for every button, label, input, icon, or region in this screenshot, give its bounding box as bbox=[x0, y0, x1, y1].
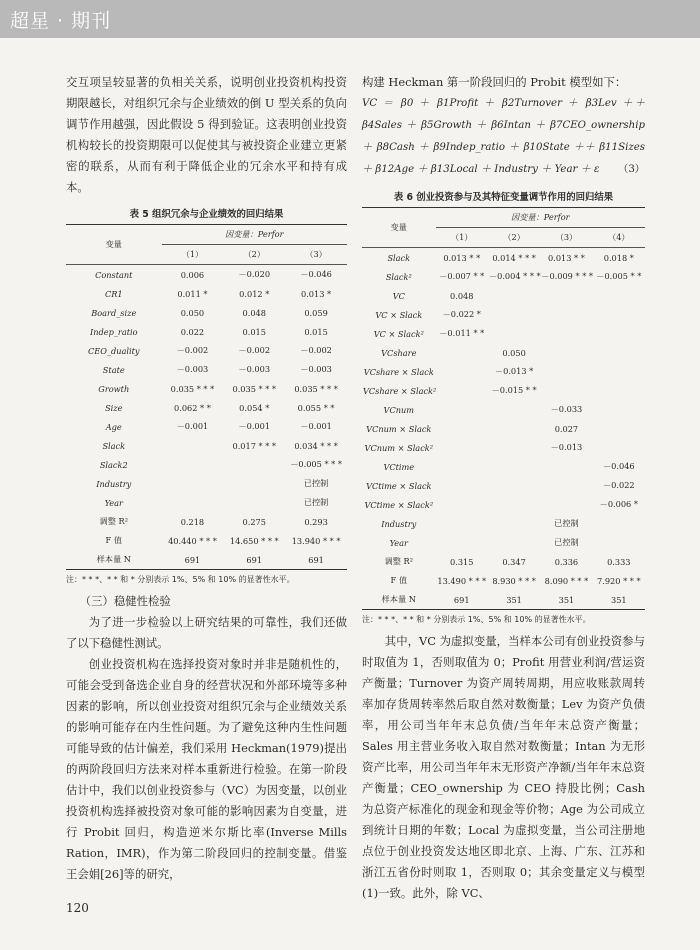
t5-cell: －0.001 bbox=[176, 421, 209, 431]
t6-cell: －0.005 * * bbox=[596, 271, 642, 281]
t5-row bbox=[66, 398, 347, 417]
t5-row bbox=[66, 322, 347, 341]
t5-row bbox=[66, 493, 347, 512]
t6-row-label: 样本量 N bbox=[362, 590, 436, 610]
t6-cell: 691 bbox=[436, 590, 488, 610]
t6-row-label: Year bbox=[389, 537, 408, 548]
t6-cell: 0.050 bbox=[502, 347, 526, 358]
t6-col-header: （3） bbox=[540, 228, 592, 248]
table5 bbox=[66, 224, 347, 570]
t6-row bbox=[362, 286, 645, 305]
t5-row-label: Industry bbox=[96, 478, 132, 489]
t5-cell: 0.035 * * * bbox=[170, 383, 215, 394]
page-number: 120 bbox=[66, 901, 89, 915]
right-column bbox=[362, 72, 645, 904]
t6-cell bbox=[540, 476, 592, 495]
t6-cell: 已控制 bbox=[554, 518, 579, 528]
body-paragraph-1: 交互项呈较显著的负相关关系，说明创业投资机构投资期限越长，对组织冗余与企业绩效的倒 U 型关系的负向调节作用越强，因此假设 5 得到验证。这表明创业投资机构较长的投资期限可以促使其与被投资企业建立更紧密的联系，从而有利于降低企业的冗余水平和持有成本。 bbox=[66, 75, 347, 194]
t6-cell bbox=[436, 400, 488, 419]
t5-cell: 691 bbox=[223, 550, 285, 570]
t5-cell: －0.001 bbox=[238, 421, 271, 431]
t6-row bbox=[362, 571, 645, 590]
body-paragraph-4: 构建 Heckman 第一阶段回归的 Probit 模型如下： bbox=[362, 75, 627, 89]
t6-row bbox=[362, 495, 645, 514]
t5-row-label: 样本量 N bbox=[66, 550, 162, 570]
t6-cell: 0.013 * * bbox=[548, 252, 585, 263]
t5-cell bbox=[162, 493, 224, 512]
t6-row-label: VCnum × Slack bbox=[366, 423, 432, 434]
t6-cell: 13.490 * * * bbox=[437, 575, 487, 586]
t6-cell bbox=[540, 362, 592, 381]
t6-cell bbox=[593, 324, 645, 343]
t6-cell bbox=[593, 381, 645, 400]
t6-cell bbox=[488, 400, 540, 419]
t5-cell: 0.017 * * * bbox=[232, 440, 277, 451]
t6-cell: 已控制 bbox=[554, 537, 579, 547]
t6-cell bbox=[436, 476, 488, 495]
t6-cell bbox=[540, 324, 592, 343]
t5-row-label: CR1 bbox=[104, 288, 123, 299]
t6-cell bbox=[540, 495, 592, 514]
t6-cell bbox=[436, 419, 488, 438]
table5-var-header: 变量 bbox=[66, 225, 162, 265]
t5-cell: －0.003 bbox=[176, 364, 209, 374]
t5-cell bbox=[223, 455, 285, 474]
t6-row-label: VCshare × Slack² bbox=[363, 385, 437, 396]
t5-row-label: CEO_duality bbox=[87, 345, 140, 356]
t5-row bbox=[66, 512, 347, 531]
t6-cell bbox=[436, 343, 488, 362]
t5-cell: 0.012 * bbox=[239, 288, 270, 299]
t5-cell: －0.003 bbox=[300, 364, 332, 374]
t6-cell: 0.333 bbox=[607, 556, 631, 567]
t5-cell: 691 bbox=[285, 550, 347, 570]
t5-row bbox=[66, 284, 347, 303]
t6-row-label: Slack bbox=[387, 252, 411, 263]
t6-cell: －0.013 bbox=[550, 442, 583, 452]
t6-row bbox=[362, 324, 645, 343]
t6-row bbox=[362, 381, 645, 400]
t6-cell bbox=[488, 533, 540, 552]
t5-row bbox=[66, 474, 347, 493]
t5-cell: 已控制 bbox=[303, 497, 329, 507]
t6-cell: 0.048 bbox=[450, 290, 474, 301]
t5-cell: 0.006 bbox=[180, 269, 205, 280]
t6-row bbox=[362, 305, 645, 324]
t5-cell: －0.020 bbox=[238, 269, 271, 279]
t6-cell bbox=[436, 438, 488, 457]
t5-cell: 40.440 * * * bbox=[168, 535, 217, 546]
t6-row bbox=[362, 476, 645, 495]
equation-number: （3） bbox=[618, 164, 645, 175]
t5-row bbox=[66, 341, 347, 360]
t6-cell bbox=[593, 438, 645, 457]
t5-row-label: Year bbox=[104, 497, 123, 508]
t6-row bbox=[362, 419, 645, 438]
t5-cell: 0.035 * * * bbox=[294, 383, 338, 394]
t5-cell: －0.002 bbox=[176, 345, 209, 355]
t5-cell bbox=[223, 493, 285, 512]
t6-cell bbox=[436, 533, 488, 552]
t5-cell: －0.005 * * * bbox=[290, 459, 342, 469]
t5-cell: 0.034 * * * bbox=[294, 440, 338, 451]
t5-row bbox=[66, 455, 347, 474]
equation-body: VC ＝ β0 ＋ β1Profit ＋ β2Turnover ＋ β3Lev ＋＋ β4Sales ＋ β5Growth ＋ β6Intan ＋ β7CEO_ownership ＋ β8Cash ＋ β9Indep_ratio ＋ β10State ＋＋ β11Sizes ＋ β12Age ＋ β13Local ＋ Industry ＋ Year ＋ ε bbox=[362, 98, 645, 175]
t6-cell: －0.033 bbox=[550, 404, 583, 414]
t6-cell: －0.022 * bbox=[442, 309, 481, 319]
t6-cell: －0.013 * bbox=[494, 366, 534, 376]
t5-cell: －0.003 bbox=[238, 364, 271, 374]
t5-col-header: （2） bbox=[223, 245, 285, 265]
table5-note: 注：* * *、* * 和 * 分别表示 1%、5% 和 10% 的显著性水平。 bbox=[66, 575, 295, 584]
t6-row bbox=[362, 438, 645, 457]
probit-equation bbox=[362, 93, 645, 181]
t6-cell bbox=[593, 362, 645, 381]
table6-var-header: 变量 bbox=[362, 208, 436, 248]
t6-cell: －0.006 * bbox=[599, 499, 638, 509]
t6-cell: 0.347 bbox=[502, 556, 526, 567]
t6-row bbox=[362, 400, 645, 419]
t6-cell: 8.930 * * * bbox=[492, 575, 536, 586]
t5-row-label: Constant bbox=[95, 269, 133, 280]
t5-row-label: F 值 bbox=[105, 535, 122, 545]
t6-cell bbox=[488, 419, 540, 438]
t6-col-header: （4） bbox=[593, 228, 645, 248]
t5-row-label: Age bbox=[105, 421, 122, 432]
t5-row-label: 调整 R² bbox=[99, 516, 128, 526]
t5-row-label: State bbox=[102, 364, 125, 375]
left-column bbox=[66, 72, 347, 885]
t5-row bbox=[66, 436, 347, 455]
t6-cell: 351 bbox=[593, 590, 645, 610]
t6-row-label: VC × Slack² bbox=[373, 328, 424, 339]
t6-row bbox=[362, 267, 645, 286]
body-paragraph-3: 创业投资机构在选择投资对象时并非是随机性的，可能会受到备选企业自身的经营状况和外部环境等多种因素的影响，所以创业投资对组织冗余与企业绩效关系的影响可能存在内生性问题。为了避免这种内生性问题可能导致的估计偏差，我们采用 Heckman(1979)提出的两阶段回归方法来对样本重新进行检验。在第一阶段估计中，我们以创业投资参与（VC）为因变量，以创业投资机构选择被投资对象可能的影响因素为自变量，进行 Probit 回归，构造逆米尔斯比率(Inverse Mills Ration，IMR)，作为第二阶段回归的控制变量。借鉴王会娟[26]等的研究， bbox=[66, 657, 347, 881]
t5-row-label: Slack bbox=[102, 440, 126, 451]
t6-row bbox=[362, 248, 645, 268]
masthead-title: 超星 · 期刊 bbox=[10, 10, 112, 32]
t6-cell bbox=[436, 495, 488, 514]
t6-cell bbox=[593, 514, 645, 533]
t6-cell: 0.315 bbox=[450, 556, 474, 567]
t6-cell: 0.027 bbox=[554, 423, 579, 434]
t5-cell: 0.062 * * bbox=[174, 402, 211, 413]
t6-cell bbox=[488, 324, 540, 343]
t6-cell bbox=[540, 286, 592, 305]
t6-cell: 0.013 * * bbox=[443, 252, 481, 263]
t6-cell: 0.018 * bbox=[603, 252, 634, 263]
t5-cell bbox=[162, 455, 224, 474]
t6-cell bbox=[593, 533, 645, 552]
t5-row bbox=[66, 265, 347, 285]
t6-row bbox=[362, 343, 645, 362]
t5-cell: 0.218 bbox=[180, 516, 205, 527]
t5-row bbox=[66, 360, 347, 379]
t5-cell: 0.048 bbox=[242, 307, 266, 318]
t6-cell: 0.014 * * * bbox=[492, 252, 536, 263]
t5-cell: 0.055 * * bbox=[297, 402, 335, 413]
t6-row-label: VCnum bbox=[383, 404, 415, 415]
t6-row bbox=[362, 514, 645, 533]
t6-cell bbox=[488, 438, 540, 457]
t6-cell bbox=[540, 343, 592, 362]
t6-cell bbox=[436, 381, 488, 400]
t5-cell bbox=[223, 474, 285, 493]
t5-cell: 0.015 bbox=[242, 326, 266, 337]
t6-cell: 8.090 * * * bbox=[544, 575, 589, 586]
t6-cell bbox=[436, 457, 488, 476]
t6-cell bbox=[593, 343, 645, 362]
table6-note: 注：* * *、* * 和 * 分别表示 1%、5% 和 10% 的显著性水平。 bbox=[362, 615, 591, 624]
t5-row-label: Slack2 bbox=[99, 459, 128, 470]
t6-cell: 351 bbox=[540, 590, 592, 610]
t5-cell: 已控制 bbox=[303, 478, 329, 488]
t6-cell: －0.004 * * * bbox=[488, 271, 541, 281]
t6-cell bbox=[540, 305, 592, 324]
t5-cell: 0.054 * bbox=[239, 402, 270, 413]
t5-row-label: Size bbox=[105, 402, 123, 413]
t6-cell bbox=[540, 457, 592, 476]
table6 bbox=[362, 207, 645, 610]
body-paragraph-5: 其中，VC 为虚拟变量，当样本公司有创业投资参与时取值为 1，否则取值为 0；Profit 用营业利润/营运资产衡量；Turnover 为资产周转周期，用应收账款周转率加存货周转率然后取自然对数衡量；Lev 为资产负债率，用公司当年年末总负债/当年年末总资产衡量；Sales 用主营业务收入取自然对数衡量；Intan 为无形资产比率，用公司当年年末无形资产净额/当年年末总资产衡量；CEO_ownership 为 CEO 持股比例；Cash 为总资产标准化的现金和现金等价物；Age 为公司成立到统计日期的年数；Local 为虚拟变量，当公司注册地点位于创业投资发达地区即北京、上海、广东、江苏和浙江五省份时则取 1，否则取 0；其余变量定义与模型(1)一致。此外，除 VC、 bbox=[362, 634, 645, 900]
t6-row-label: VCtime × Slack² bbox=[364, 499, 434, 510]
body-paragraph-2: 为了进一步检验以上研究结果的可靠性，我们还做了以下稳健性测试。 bbox=[66, 615, 347, 650]
t6-row-label: VCtime × Slack bbox=[366, 480, 432, 491]
t5-cell: 0.293 bbox=[304, 516, 328, 527]
t5-cell: 0.035 * * * bbox=[232, 383, 277, 394]
t6-cell: 7.920 * * * bbox=[597, 575, 641, 586]
t6-cell bbox=[593, 305, 645, 324]
t5-cell: 691 bbox=[162, 550, 224, 570]
t6-row-label: F 值 bbox=[390, 575, 408, 585]
t6-cell bbox=[436, 362, 488, 381]
t6-cell: －0.011 * * bbox=[439, 328, 485, 338]
t5-cell: －0.001 bbox=[300, 421, 332, 431]
t6-row bbox=[362, 590, 645, 610]
t6-row-label: VCtime bbox=[383, 461, 415, 472]
t6-cell bbox=[488, 495, 540, 514]
t6-cell bbox=[488, 305, 540, 324]
t5-col-header: （1） bbox=[162, 245, 224, 265]
t5-cell: －0.046 bbox=[300, 269, 332, 279]
t6-cell bbox=[488, 457, 540, 476]
t6-cell: 351 bbox=[488, 590, 540, 610]
t5-cell: 0.050 bbox=[180, 307, 205, 318]
t6-cell: －0.009 * * * bbox=[541, 271, 593, 281]
t5-cell: 0.059 bbox=[304, 307, 328, 318]
t6-row-label: Industry bbox=[381, 518, 417, 529]
t5-row-label: Growth bbox=[98, 383, 130, 394]
t5-cell: 0.015 bbox=[304, 326, 328, 337]
t6-cell: 0.336 bbox=[554, 556, 579, 567]
t6-cell bbox=[540, 381, 592, 400]
t6-row-label: 调整 R² bbox=[384, 556, 413, 566]
t6-cell bbox=[593, 419, 645, 438]
t6-row-label: Slack² bbox=[385, 271, 412, 282]
t5-row-label: Indep_ratio bbox=[89, 326, 138, 337]
section-subheading: （三）稳健性检验 bbox=[79, 594, 171, 608]
t6-cell bbox=[436, 514, 488, 533]
t5-cell: －0.002 bbox=[238, 345, 271, 355]
t6-row-label: VCnum × Slack² bbox=[364, 442, 434, 453]
t5-cell: 0.013 * bbox=[301, 288, 332, 299]
t5-row bbox=[66, 303, 347, 322]
t6-cell bbox=[488, 514, 540, 533]
t6-cell: －0.015 * * bbox=[491, 385, 537, 395]
t5-cell: 14.650 * * * bbox=[229, 535, 279, 546]
t5-row-label: Board_size bbox=[91, 307, 137, 318]
journal-masthead bbox=[0, 0, 700, 38]
table5-caption: 表 5 组织冗余与企业绩效的回归结果 bbox=[129, 209, 284, 220]
t6-row-label: VC bbox=[392, 290, 405, 301]
t6-row-label: VCshare × Slack bbox=[363, 366, 434, 377]
t6-cell: －0.022 bbox=[602, 480, 635, 490]
t5-row bbox=[66, 531, 347, 550]
t6-row-label: VC × Slack bbox=[375, 309, 423, 320]
t5-cell: 0.011 * bbox=[177, 288, 208, 299]
t6-col-header: （2） bbox=[488, 228, 540, 248]
table5-dep-header: 因变量：Perfor bbox=[162, 225, 347, 245]
table6-caption: 表 6 创业投资参与及其特征变量调节作用的回归结果 bbox=[393, 192, 614, 203]
t6-row bbox=[362, 362, 645, 381]
t6-row-label: VCshare bbox=[381, 347, 417, 358]
t6-row bbox=[362, 552, 645, 571]
t6-cell bbox=[488, 476, 540, 495]
t5-cell bbox=[162, 436, 224, 455]
t6-cell bbox=[593, 286, 645, 305]
t5-cell: 13.940 * * * bbox=[291, 535, 341, 546]
table6-dep-header: 因变量：Perfor bbox=[436, 208, 645, 228]
t5-cell bbox=[162, 474, 224, 493]
t6-row bbox=[362, 457, 645, 476]
t5-cell: －0.002 bbox=[300, 345, 332, 355]
t6-row bbox=[362, 533, 645, 552]
t5-row bbox=[66, 417, 347, 436]
t5-cell: 0.022 bbox=[180, 326, 205, 337]
t5-row bbox=[66, 550, 347, 570]
t5-cell: 0.275 bbox=[242, 516, 266, 527]
t6-cell bbox=[593, 400, 645, 419]
t6-cell: －0.046 bbox=[602, 461, 635, 471]
t6-cell: －0.007 * * bbox=[439, 271, 485, 281]
t6-col-header: （1） bbox=[436, 228, 488, 248]
t6-cell bbox=[488, 286, 540, 305]
t5-row bbox=[66, 379, 347, 398]
t5-col-header: （3） bbox=[285, 245, 347, 265]
